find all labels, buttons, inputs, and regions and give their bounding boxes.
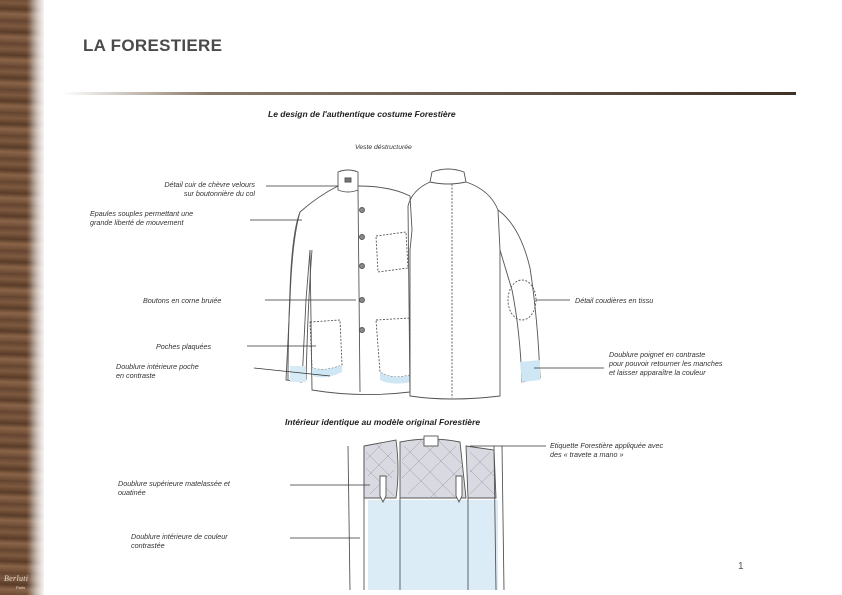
callout-cuff-lining <box>609 350 781 377</box>
callout-lower-lining-line2: contrastée <box>131 541 165 550</box>
front-jacket-drawing <box>286 170 412 395</box>
callout-lower-lining-line1: Doublure intérieure de couleur <box>131 532 228 541</box>
interior-drawing <box>348 436 504 590</box>
callout-lower-lining <box>131 532 291 550</box>
page-number: 1 <box>738 561 744 572</box>
callout-elbow: Détail coudières en tissu <box>575 296 654 305</box>
callout-pockets: Poches plaquées <box>156 342 212 351</box>
callout-upper-lining <box>118 479 290 497</box>
callout-shoulders-line2: grande liberté de mouvement <box>90 218 184 227</box>
callout-cuff-lining-line1: Doublure poignet en contraste <box>609 350 706 359</box>
callout-pocket-lining <box>116 362 254 380</box>
callout-cuff-lining-line2: pour pouvoir retourner les manches <box>609 359 723 368</box>
design-section-title: Le design de l'authentique costume Forestière <box>268 109 456 119</box>
callout-leather-detail <box>103 180 255 198</box>
callout-label-tag-line2: des « travete a mano » <box>550 450 624 459</box>
callout-upper-lining-line1: Doublure supérieure matelassée et <box>118 479 230 488</box>
jacket-caption: Veste déstructurée <box>355 144 412 151</box>
callout-pocket-lining-line2: en contraste <box>116 371 156 380</box>
page-title: LA FORESTIERE <box>83 36 223 55</box>
callout-shoulders <box>90 209 250 227</box>
callout-leather-detail-line2: sur boutonnière du col <box>183 189 255 198</box>
callout-shoulders-line1: Epaules souples permettant une <box>90 209 194 218</box>
callout-upper-lining-line2: ouatinée <box>118 488 146 497</box>
brand-logo: Berluti <box>4 574 29 583</box>
callout-leather-detail-line1: Détail cuir de chèvre velours <box>164 180 255 189</box>
callout-cuff-lining-line3: et laisser apparaître la couleur <box>609 368 706 377</box>
back-jacket-drawing <box>408 169 540 399</box>
callout-pocket-lining-line1: Doublure intérieure poche <box>116 362 199 371</box>
callout-label-tag-line1: Etiquette Forestière appliquée avec <box>550 441 664 450</box>
interior-section-title: Intérieur identique au modèle original Forestière <box>285 417 481 427</box>
brand-logo-sub: Paris <box>16 585 26 590</box>
callout-label-tag <box>550 441 726 459</box>
callout-buttons: Boutons en corne bruiée <box>143 296 222 305</box>
